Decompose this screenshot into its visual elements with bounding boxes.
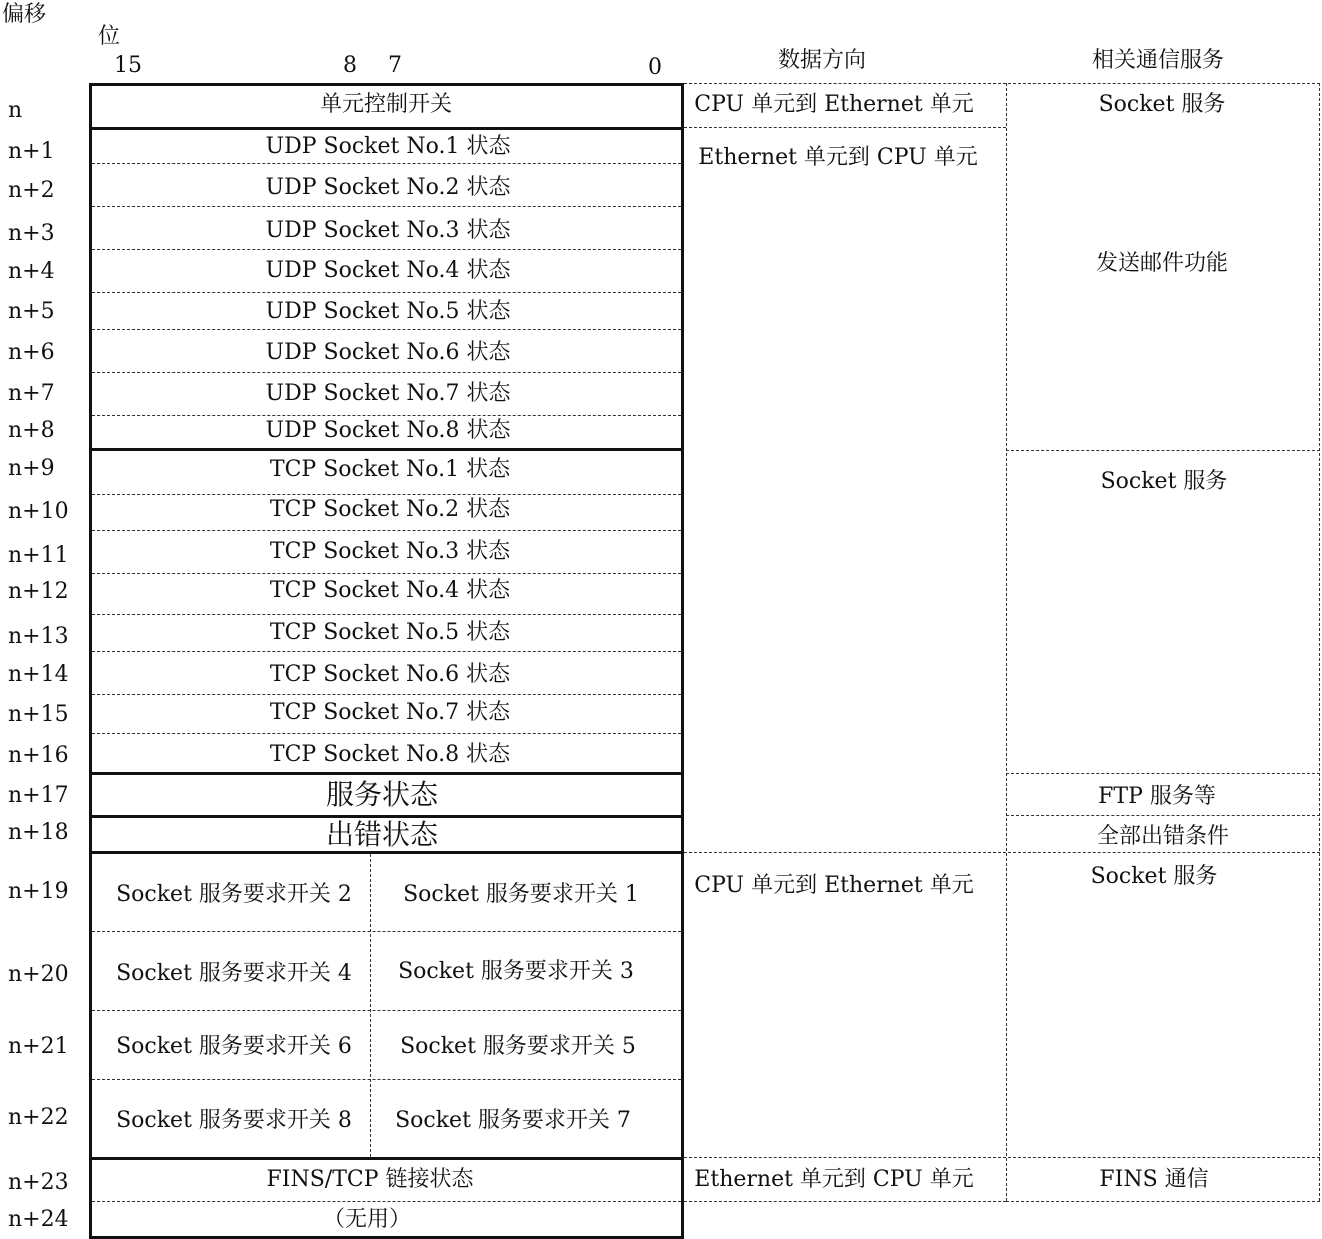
offset-label: n+18: [8, 820, 69, 845]
udp-socket-status: UDP Socket No.6 状态: [265, 340, 511, 365]
offset-label: n+14: [8, 662, 69, 687]
bit-header: 位: [98, 24, 121, 49]
row-separator: [92, 1079, 681, 1080]
tcp-socket-status: TCP Socket No.4 状态: [269, 578, 511, 603]
offset-label: n+7: [8, 381, 55, 406]
offset-label: n+9: [8, 456, 55, 481]
block-separator: [89, 1157, 684, 1160]
direction-header: 数据方向: [777, 48, 867, 73]
offset-label: n+17: [8, 783, 69, 808]
offset-label: n+16: [8, 743, 69, 768]
socket-service-request-switch: Socket 服务要求开关 3: [398, 959, 634, 984]
row-separator: [92, 292, 681, 293]
tcp-socket-status: TCP Socket No.6 状态: [269, 662, 511, 687]
socket-service-label: Socket 服务: [1090, 864, 1218, 889]
row-separator: [92, 249, 681, 250]
offset-label: n+8: [8, 418, 55, 443]
error-status-word: 出错状态: [325, 818, 439, 851]
row-separator: [92, 494, 681, 495]
service-status-word: 服务状态: [325, 778, 439, 811]
udp-socket-status: UDP Socket No.2 状态: [265, 175, 511, 200]
offset-label: n+11: [8, 543, 69, 568]
offset-label: n+1: [8, 139, 55, 164]
offset-label: n: [8, 98, 23, 123]
direction-ethernet-to-cpu: Ethernet 单元到 CPU 单元: [694, 1167, 974, 1192]
row-separator: [92, 329, 681, 330]
udp-socket-status: UDP Socket No.5 状态: [265, 299, 511, 324]
offset-label: n+12: [8, 579, 69, 604]
udp-socket-status: UDP Socket No.8 状态: [265, 418, 511, 443]
service-header: 相关通信服务: [1091, 48, 1225, 73]
bit-0-label: 0: [648, 55, 662, 80]
offset-label: n+24: [8, 1207, 69, 1232]
tcp-socket-status: TCP Socket No.5 状态: [269, 620, 511, 645]
offset-label: n+15: [8, 702, 69, 727]
service-frame-bottom: [1006, 1201, 1320, 1202]
service-separator: [684, 852, 1320, 853]
udp-socket-status: UDP Socket No.1 状态: [265, 134, 511, 159]
offset-label: n+19: [8, 879, 69, 904]
offset-label: n+13: [8, 624, 69, 649]
block-separator: [89, 851, 684, 854]
offset-label: n+6: [8, 340, 55, 365]
service-separator: [1006, 815, 1320, 816]
block-separator: [89, 448, 684, 451]
service-frame-left: [1006, 83, 1007, 1201]
row-separator: [92, 206, 681, 207]
unit-control-word: 单元控制开关: [319, 92, 453, 117]
row-separator: [92, 733, 681, 734]
block-separator: [89, 772, 684, 775]
table-border-left: [89, 83, 92, 1239]
row-separator: [92, 163, 681, 164]
bit-8-label: 8: [343, 53, 357, 78]
ftp-service-label: FTP 服务等: [1098, 784, 1216, 809]
offset-label: n+4: [8, 259, 55, 284]
row-separator: [92, 651, 681, 652]
bit-15-label: 15: [114, 53, 142, 78]
bit-7-label: 7: [388, 53, 402, 78]
fins-tcp-link-status-word: FINS/TCP 链接状态: [266, 1167, 474, 1192]
offset-label: n+3: [8, 221, 55, 246]
send-mail-label: 发送邮件功能: [1095, 251, 1229, 276]
row-separator: [92, 931, 681, 932]
offset-label: n+10: [8, 499, 69, 524]
tcp-socket-status: TCP Socket No.8 状态: [269, 742, 511, 767]
offset-label: n+22: [8, 1105, 69, 1130]
all-error-conditions-label: 全部出错条件: [1096, 824, 1230, 849]
socket-service-request-switch: Socket 服务要求开关 7: [395, 1108, 631, 1133]
fins-communication-label: FINS 通信: [1099, 1167, 1209, 1192]
socket-service-request-switch: Socket 服务要求开关 4: [116, 961, 352, 986]
offset-header: 偏移: [2, 2, 47, 27]
service-frame-top: [684, 83, 1320, 84]
row-separator: [92, 1010, 681, 1011]
service-frame-right: [1319, 83, 1320, 1201]
direction-cpu-to-ethernet: CPU 单元到 Ethernet 单元: [694, 92, 974, 117]
row-separator: [92, 530, 681, 531]
row-separator: [92, 415, 681, 416]
socket-service-request-switch: Socket 服务要求开关 6: [116, 1034, 352, 1059]
tcp-socket-status: TCP Socket No.3 状态: [269, 539, 511, 564]
block-separator: [89, 127, 684, 130]
direction-separator: [684, 1201, 1006, 1202]
row-separator: [92, 1201, 681, 1202]
service-separator: [1006, 450, 1320, 451]
socket-service-request-switch: Socket 服务要求开关 5: [400, 1034, 636, 1059]
row-separator: [92, 614, 681, 615]
socket-service-label: Socket 服务: [1098, 92, 1226, 117]
udp-socket-status: UDP Socket No.4 状态: [265, 258, 511, 283]
service-separator: [684, 1157, 1320, 1158]
table-border-right: [681, 83, 684, 1239]
socket-service-label: Socket 服务: [1100, 469, 1228, 494]
tcp-socket-status: TCP Socket No.7 状态: [269, 700, 511, 725]
unused-word: （无用）: [322, 1207, 412, 1232]
row-separator: [92, 694, 681, 695]
offset-label: n+23: [8, 1170, 69, 1195]
udp-socket-status: UDP Socket No.7 状态: [265, 381, 511, 406]
direction-ethernet-to-cpu: Ethernet 单元到 CPU 单元: [698, 145, 978, 170]
row-separator: [92, 573, 681, 574]
table-border-top: [89, 83, 684, 86]
socket-service-request-switch: Socket 服务要求开关 8: [116, 1108, 352, 1133]
offset-label: n+20: [8, 962, 69, 987]
offset-label: n+5: [8, 299, 55, 324]
socket-service-request-switch: Socket 服务要求开关 1: [403, 882, 639, 907]
udp-socket-status: UDP Socket No.3 状态: [265, 218, 511, 243]
direction-separator: [684, 127, 1006, 128]
row-separator: [92, 372, 681, 373]
socket-service-request-switch: Socket 服务要求开关 2: [116, 882, 352, 907]
direction-cpu-to-ethernet: CPU 单元到 Ethernet 单元: [694, 873, 974, 898]
tcp-socket-status: TCP Socket No.1 状态: [269, 457, 511, 482]
service-separator: [1006, 773, 1320, 774]
offset-label: n+21: [8, 1034, 69, 1059]
byte-divider: [370, 854, 371, 1157]
tcp-socket-status: TCP Socket No.2 状态: [269, 497, 511, 522]
offset-label: n+2: [8, 178, 55, 203]
